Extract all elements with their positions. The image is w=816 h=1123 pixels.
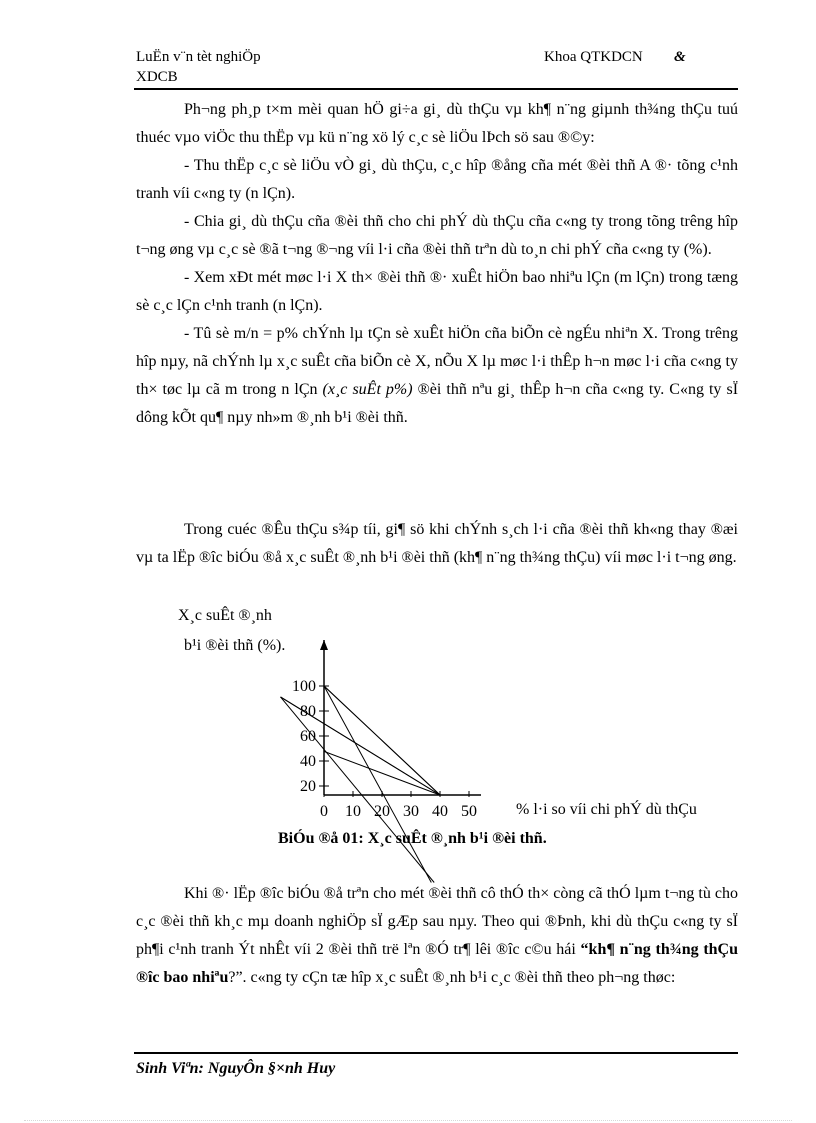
header-faculty: Khoa QTKDCN [544, 49, 643, 65]
series-line-d [324, 751, 440, 795]
x-tick-label: 10 [345, 803, 361, 820]
x-tick-label: 20 [374, 803, 390, 820]
x-tick-label: 30 [403, 803, 419, 820]
header-faculty-continued: XDCB [136, 69, 178, 85]
combine-text-bold: “kh¶ n¨ng th¾ng thÇu ®îc bao nhiªu [136, 941, 739, 986]
chart-ticks [292, 678, 477, 820]
header-ampersand: & [674, 49, 686, 65]
paragraph-method: Ph¬ng ph¸p t×m mèi quan hÖ gi÷a gi¸ dù thÇu vµ kh¶ n¨ng giµnh th¾ng thÇu tuú thuéc vµo viÖc thu thËp vµ kü n¨ng xö lý c¸c sè liÖu lÞch sö sau ®©y: [136, 101, 738, 146]
x-tick-label: 0 [320, 803, 328, 820]
paragraph-step-count: - Xem xÐt mét møc l·i X th× ®èi thñ ®· xuÊt hiÖn bao nhiªu lÇn (m lÇn) trong tæng sè c¸c lÇn c¹nh tranh (n lÇn). [136, 269, 738, 314]
y-tick-label: 40 [300, 753, 316, 770]
y-tick-label: 80 [300, 703, 316, 720]
y-tick-label: 60 [300, 728, 316, 745]
page-edge [24, 1120, 792, 1121]
x-tick-label: 50 [461, 803, 477, 820]
x-tick-label: 40 [432, 803, 448, 820]
chart-axes [320, 640, 481, 795]
y-tick-label: 100 [292, 678, 316, 695]
combine-text-after: ?”. c«ng ty cÇn tæ hîp x¸c suÊt ®¸nh b¹i c¸c ®èi thñ theo ph¬ng thøc: [228, 969, 676, 986]
ratio-text-italic: (x¸c suÊt p%) [322, 381, 413, 398]
paragraph-step-collect: - Thu thËp c¸c sè liÖu vÒ gi¸ dù thÇu, c¸c hîp ®ång cña mét ®èi thñ A ®· tõng c¹nh tranh víi c«ng ty (n lÇn). [136, 157, 738, 202]
footer-rule [134, 1052, 738, 1054]
paragraph-step-divide: - Chia gi¸ dù thÇu cña ®èi thñ cho chi phÝ dù thÇu cña c«ng ty trong tõng trêng hîp t¬ng øng vµ c¸c sè ®ã t¬ng ®¬ng víi l·i cña ®èi thñ trªn dù to¸n chi phÝ cña c«ng ty (%). [136, 213, 738, 258]
ratio-text-after: ®èi thñ nªu gi¸ thÊp h¬n cña c«ng ty. C«ng ty sÏ dông kÕt qu¶ nµy nh»m ®¸nh b¹i ®èi thñ. [136, 381, 739, 426]
paragraph-combine [136, 880, 738, 992]
chart-ylabel-line1: X¸c suÊt ®¸nh [178, 607, 272, 624]
y-tick-label: 20 [300, 778, 316, 795]
combine-text-before: Khi ®· lËp ®îc biÓu ®å trªn cho mét ®èi thñ cô thÓ th× còng cã thÓ lµm t¬ng tù cho c¸c ®èi thñ kh¸c mµ doanh nghiÖp sÏ gÆp sau nµy. Theo qui ®Þnh, khi dù thÇu c«ng ty sÏ ph¶i c¹nh tranh Ýt nhÊt víi 2 ®èi thñ trë lªn ®Ó tr¶ lêi ®îc c©u hái [136, 885, 738, 958]
body-section-bottom [136, 880, 738, 992]
chart-ylabel-line2: b¹i ®èi thñ (%). [184, 637, 286, 654]
header-thesis-title: LuËn v¨n tèt nghiÖp [136, 49, 261, 65]
chart-caption: BiÓu ®å 01: X¸c suÊt ®¸nh b¹i ®èi thñ. [278, 830, 547, 847]
footer-author: Sinh Viªn: NguyÔn §×nh Huy [136, 1060, 336, 1077]
chart-xlabel: % l·i so víi chi phÝ dù thÇu [516, 801, 697, 818]
ratio-text-before: - Tû sè m/n = p% chÝnh lµ tÇn sè xuÊt hiÖn cña biÕn cè ngÉu nhiªn X. Trong trêng hîp nµy, nã chÝnh lµ x¸c suÊt cña biÕn cè X, nÕu X lµ møc l·i thÊp h¬n møc l·i cña c«ng ty th× tøc lµ cã m trong n lÇn [136, 325, 738, 398]
y-axis-arrow [320, 640, 328, 650]
series-line-c [324, 686, 440, 795]
paragraph-upcoming-bid: Trong cuéc ®Êu thÇu s¾p tíi, gi¶ sö khi chÝnh s¸ch l·i cña ®èi thñ kh«ng thay ®æi vµ ta lËp ®îc biÓu ®å x¸c suÊt ®¸nh b¹i ®èi thñ (kh¶ n¨ng th¾ng thÇu) víi møc l·i t¬ng øng. [136, 521, 738, 566]
series-line-e [324, 686, 431, 883]
